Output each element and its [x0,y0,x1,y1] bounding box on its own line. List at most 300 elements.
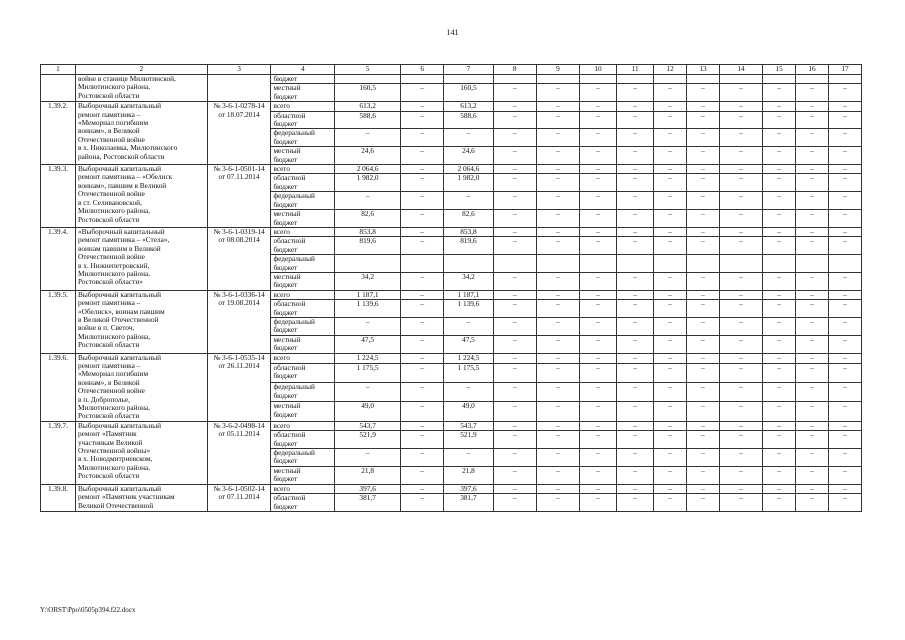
value-col5: 853,8 [335,227,401,236]
value-col6: – [401,383,444,402]
value-col10: – [580,165,617,174]
value-col7: – [444,192,493,210]
budget-source: бюджет [271,75,335,84]
item-name: Выборочный капитальный ремонт памятника – «Мемориал погибшим воинам», в Великой Отечественной войне в п. Доброполье, Милютинского района, Ростовской области [75,353,207,421]
document-reference [207,75,271,102]
table-row [41,102,862,111]
value-col9: – [536,192,579,210]
value-col5: – [335,317,401,335]
value-col6: – [401,402,444,421]
value-col14: – [719,402,762,421]
column-number-1: 1 [41,65,76,75]
value-col10: – [580,84,617,102]
value-col8: – [493,431,536,449]
item-number [41,75,76,102]
value-col13: – [687,449,720,467]
value-col15: – [763,431,796,449]
item-name: Выборочный капитальный ремонт памятника – «Мемориал погибшим воинам», в Великой Отечественной войне в х. Николаевка, Милютинского района, Ростовской области [75,102,207,165]
value-col14: – [719,102,762,111]
value-col9: – [536,449,579,467]
value-col12: – [654,402,687,421]
value-col7: 381,7 [444,494,493,512]
value-col6: – [401,174,444,192]
value-col10: – [580,192,617,210]
value-col16: – [796,317,829,335]
value-col14: – [719,111,762,129]
table-row [41,353,862,363]
value-col8: – [493,174,536,192]
value-col8: – [493,210,536,228]
value-col14: – [719,272,762,290]
document-reference: № 3-6-1-0502-14 от 07.11.2014 [207,484,271,511]
value-col7: 819,6 [444,237,493,255]
value-col8: – [493,466,536,484]
value-col7: 1 982,0 [444,174,493,192]
value-col10: – [580,227,617,236]
value-col6: – [401,272,444,290]
value-col15: – [763,102,796,111]
value-col5: 381,7 [335,494,401,512]
item-number: 1.39.3. [41,165,76,228]
budget-source: местный бюджет [271,210,335,228]
header-row [41,65,862,75]
value-col9: – [536,494,579,512]
value-col7: 2 064,6 [444,165,493,174]
budget-source: всего [271,421,335,430]
value-col5: – [335,383,401,402]
value-col8: – [493,402,536,421]
value-col17 [829,75,862,84]
value-col15: – [763,237,796,255]
budget-source: областной бюджет [271,237,335,255]
budget-source: федеральный бюджет [271,129,335,147]
value-col8: – [493,165,536,174]
item-name: Выборочный капитальный ремонт «Памятник участникам Великой Отечественной войны» в х. Новодмитриевском, Милютинского района, Ростовской области [75,421,207,484]
item-name: Выборочный капитальный ремонт памятника – «Обелиск воинам», павшим в Великой Отечественной войне в ст. Селивановской, Милютинского района, Ростовской области [75,165,207,228]
value-col13: – [687,484,720,493]
item-number: 1.39.2. [41,102,76,165]
value-col9: – [536,484,579,493]
value-col5: – [335,192,401,210]
value-col15: – [763,421,796,430]
value-col14: – [719,421,762,430]
value-col5 [335,255,401,273]
value-col8: – [493,290,536,299]
value-col16: – [796,102,829,111]
value-col17: – [829,192,862,210]
value-col8: – [493,383,536,402]
value-col12: – [654,84,687,102]
value-col7: 49,0 [444,402,493,421]
value-col8: – [493,237,536,255]
budget-source: областной бюджет [271,431,335,449]
value-col16: – [796,431,829,449]
value-col9: – [536,227,579,236]
column-number-15: 15 [763,65,796,75]
value-col10: – [580,102,617,111]
value-col7: 47,5 [444,335,493,353]
value-col10: – [580,383,617,402]
value-col15 [763,75,796,84]
value-col5: 613,2 [335,102,401,111]
budget-source: местный бюджет [271,272,335,290]
value-col13: – [687,165,720,174]
value-col9: – [536,383,579,402]
value-col12: – [654,210,687,228]
value-col5: 1 175,5 [335,363,401,382]
value-col11: – [617,129,654,147]
value-col12: – [654,237,687,255]
value-col13: – [687,192,720,210]
value-col7: 1 139,6 [444,300,493,318]
value-col5: 49,0 [335,402,401,421]
value-col11: – [617,335,654,353]
budget-source: федеральный бюджет [271,255,335,273]
value-col13: – [687,84,720,102]
budget-source: всего [271,102,335,111]
value-col16: – [796,147,829,165]
value-col9: – [536,300,579,318]
value-col16: – [796,421,829,430]
value-col14: – [719,84,762,102]
value-col5: 588,6 [335,111,401,129]
value-col12: – [654,300,687,318]
value-col5: 397,6 [335,484,401,493]
value-col7: 1 175,5 [444,363,493,382]
value-col15: – [763,383,796,402]
value-col5: 34,2 [335,272,401,290]
value-col11: – [617,174,654,192]
value-col10: – [580,174,617,192]
value-col11 [617,75,654,84]
value-col7: 160,5 [444,84,493,102]
value-col13: – [687,102,720,111]
value-col5: 21,8 [335,466,401,484]
document-reference: № 3-6-1-0278-14 от 18.07.2014 [207,102,271,165]
value-col5: – [335,449,401,467]
value-col9: – [536,363,579,382]
value-col16: – [796,174,829,192]
value-col5 [335,75,401,84]
value-col6 [401,255,444,273]
value-col9: – [536,129,579,147]
value-col11: – [617,363,654,382]
value-col11: – [617,227,654,236]
value-col17: – [829,84,862,102]
value-col15: – [763,210,796,228]
value-col16: – [796,402,829,421]
budget-source: всего [271,353,335,363]
value-col13: – [687,210,720,228]
value-col8: – [493,129,536,147]
value-col14: – [719,210,762,228]
value-col9: – [536,210,579,228]
value-col7: 543,7 [444,421,493,430]
value-col17: – [829,363,862,382]
value-col15: – [763,494,796,512]
value-col9: – [536,421,579,430]
value-col7: 1 187,1 [444,290,493,299]
value-col17: – [829,147,862,165]
value-col12 [654,255,687,273]
value-col6: – [401,353,444,363]
value-col8: – [493,272,536,290]
document-reference: № 3-6-1-0535-14 от 26.11.2014 [207,353,271,421]
value-col12: – [654,431,687,449]
value-col11: – [617,421,654,430]
value-col7: 34,2 [444,272,493,290]
value-col12: – [654,421,687,430]
value-col17: – [829,484,862,493]
item-number: 1.39.4. [41,227,76,290]
value-col16: – [796,165,829,174]
value-col17: – [829,431,862,449]
value-col10: – [580,290,617,299]
value-col15: – [763,174,796,192]
value-col11: – [617,449,654,467]
value-col13: – [687,421,720,430]
item-name: «Выборочный капитальный ремонт памятника – «Стела», воинам павшим в Великой Отечественной войне в х. Нижнепетровский, Милютинского района, Ростовской области» [75,227,207,290]
value-col12: – [654,383,687,402]
value-col11: – [617,147,654,165]
value-col10: – [580,353,617,363]
value-col13: – [687,402,720,421]
value-col15: – [763,147,796,165]
budget-source: областной бюджет [271,174,335,192]
value-col10: – [580,402,617,421]
value-col6: – [401,165,444,174]
column-number-4: 4 [271,65,335,75]
value-col5: – [335,129,401,147]
value-col16: – [796,363,829,382]
value-col6: – [401,237,444,255]
value-col11: – [617,111,654,129]
value-col14: – [719,192,762,210]
value-col8: – [493,147,536,165]
item-number: 1.39.6. [41,353,76,421]
budget-table [40,64,862,512]
value-col11 [617,255,654,273]
value-col5: 160,5 [335,84,401,102]
value-col7: 21,8 [444,466,493,484]
value-col14: – [719,466,762,484]
value-col7: – [444,317,493,335]
column-number-3: 3 [207,65,271,75]
budget-source: местный бюджет [271,84,335,102]
value-col6 [401,75,444,84]
value-col10: – [580,484,617,493]
value-col12: – [654,466,687,484]
value-col9: – [536,111,579,129]
value-col13: – [687,383,720,402]
value-col12: – [654,272,687,290]
value-col15: – [763,484,796,493]
table-row [41,227,862,236]
value-col7 [444,255,493,273]
value-col10: – [580,449,617,467]
budget-source: областной бюджет [271,494,335,512]
value-col15: – [763,290,796,299]
value-col15: – [763,129,796,147]
value-col11: – [617,494,654,512]
value-col7 [444,75,493,84]
budget-source: федеральный бюджет [271,449,335,467]
value-col13: – [687,431,720,449]
value-col6: – [401,290,444,299]
value-col12: – [654,494,687,512]
table-row [41,421,862,430]
table-row [41,484,862,493]
value-col10: – [580,421,617,430]
value-col5: 2 064,6 [335,165,401,174]
value-col13: – [687,317,720,335]
value-col12: – [654,353,687,363]
value-col13: – [687,353,720,363]
value-col10: – [580,335,617,353]
value-col13: – [687,466,720,484]
item-number: 1.39.7. [41,421,76,484]
value-col17: – [829,317,862,335]
value-col15: – [763,317,796,335]
value-col6: – [401,227,444,236]
value-col5: 47,5 [335,335,401,353]
value-col5: 1 139,6 [335,300,401,318]
column-number-16: 16 [796,65,829,75]
value-col17: – [829,421,862,430]
value-col6: – [401,494,444,512]
value-col5: 1 187,1 [335,290,401,299]
value-col6: – [401,102,444,111]
column-number-2: 2 [75,65,207,75]
value-col15: – [763,227,796,236]
value-col14: – [719,335,762,353]
value-col17: – [829,353,862,363]
value-col12: – [654,174,687,192]
value-col12: – [654,129,687,147]
value-col14: – [719,129,762,147]
value-col12: – [654,363,687,382]
value-col15: – [763,300,796,318]
value-col7: 397,6 [444,484,493,493]
value-col6: – [401,84,444,102]
value-col9: – [536,174,579,192]
value-col11: – [617,192,654,210]
value-col12: – [654,192,687,210]
value-col16: – [796,227,829,236]
value-col14: – [719,484,762,493]
value-col8: – [493,494,536,512]
value-col10: – [580,272,617,290]
budget-source: всего [271,227,335,236]
value-col9: – [536,466,579,484]
value-col7: 1 224,5 [444,353,493,363]
value-col15: – [763,449,796,467]
value-col14: – [719,165,762,174]
value-col15: – [763,272,796,290]
value-col15: – [763,402,796,421]
budget-source: областной бюджет [271,363,335,382]
value-col13: – [687,290,720,299]
value-col9: – [536,165,579,174]
value-col14: – [719,363,762,382]
budget-source: всего [271,165,335,174]
value-col8: – [493,421,536,430]
value-col12: – [654,335,687,353]
value-col16: – [796,300,829,318]
item-number: 1.39.8. [41,484,76,511]
value-col16: – [796,111,829,129]
value-col16: – [796,210,829,228]
value-col12: – [654,227,687,236]
column-number-6: 6 [401,65,444,75]
value-col14 [719,75,762,84]
value-col11: – [617,102,654,111]
value-col17: – [829,237,862,255]
value-col17: – [829,300,862,318]
value-col15: – [763,335,796,353]
value-col6: – [401,317,444,335]
value-col7: 24,6 [444,147,493,165]
column-number-9: 9 [536,65,579,75]
value-col11: – [617,383,654,402]
value-col11: – [617,300,654,318]
value-col7: – [444,383,493,402]
value-col10 [580,75,617,84]
value-col8: – [493,300,536,318]
value-col16: – [796,353,829,363]
value-col16: – [796,192,829,210]
column-number-7: 7 [444,65,493,75]
value-col6: – [401,335,444,353]
value-col15: – [763,353,796,363]
value-col6: – [401,147,444,165]
value-col9: – [536,84,579,102]
value-col10: – [580,237,617,255]
value-col11: – [617,165,654,174]
value-col13: – [687,147,720,165]
value-col13: – [687,174,720,192]
value-col7: 853,8 [444,227,493,236]
value-col6: – [401,111,444,129]
value-col9: – [536,431,579,449]
value-col17: – [829,335,862,353]
value-col6: – [401,431,444,449]
value-col16: – [796,129,829,147]
value-col15 [763,255,796,273]
value-col16: – [796,494,829,512]
column-number-13: 13 [687,65,720,75]
value-col11: – [617,466,654,484]
value-col9 [536,255,579,273]
value-col10: – [580,431,617,449]
value-col8: – [493,192,536,210]
value-col17: – [829,494,862,512]
value-col16: – [796,84,829,102]
value-col10: – [580,129,617,147]
value-col13: – [687,272,720,290]
value-col13: – [687,237,720,255]
value-col14: – [719,290,762,299]
value-col11: – [617,353,654,363]
value-col13: – [687,227,720,236]
value-col16: – [796,466,829,484]
value-col13: – [687,335,720,353]
value-col8: – [493,227,536,236]
value-col11: – [617,210,654,228]
budget-source: местный бюджет [271,335,335,353]
value-col15: – [763,111,796,129]
value-col10: – [580,466,617,484]
